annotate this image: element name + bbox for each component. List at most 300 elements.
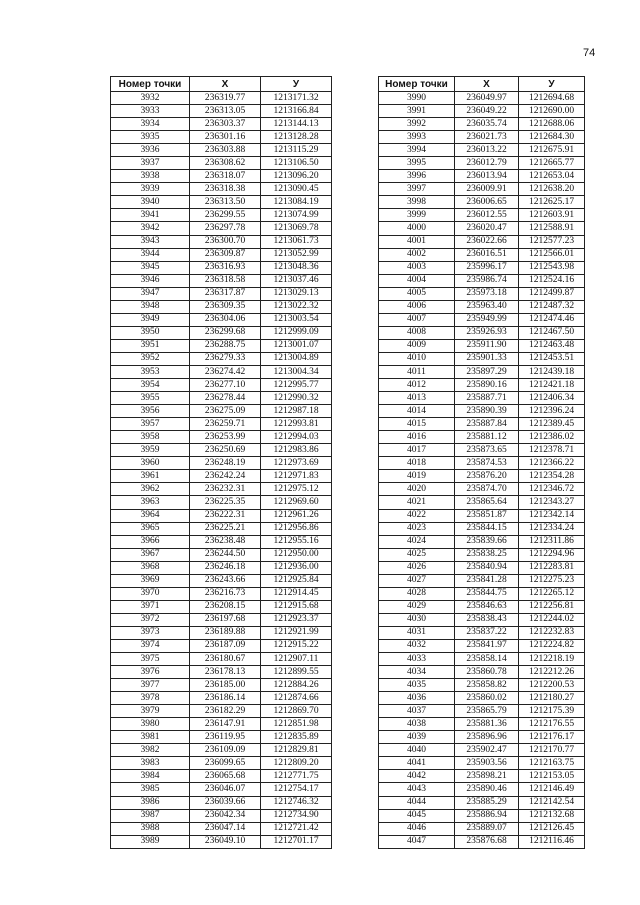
cell-y: 1212990.32 — [261, 392, 332, 405]
cell-y: 1212163.75 — [519, 757, 585, 770]
cell-y: 1213004.34 — [261, 365, 332, 378]
cell-point-number: 3944 — [111, 248, 190, 261]
cell-y: 1212343.27 — [519, 496, 585, 509]
cell-point-number: 4035 — [379, 679, 455, 692]
cell-y: 1213096.20 — [261, 170, 332, 183]
cell-x: 236035.74 — [455, 118, 519, 131]
table-row — [379, 587, 585, 600]
table-row — [379, 326, 585, 339]
cell-y: 1212224.82 — [519, 639, 585, 652]
table-row — [111, 470, 332, 483]
table-row — [379, 548, 585, 561]
cell-x: 235841.28 — [455, 574, 519, 587]
cell-point-number: 3995 — [379, 157, 455, 170]
table-row — [111, 548, 332, 561]
cell-y: 1212212.26 — [519, 666, 585, 679]
cell-point-number: 4005 — [379, 287, 455, 300]
table-row — [111, 183, 332, 196]
cell-point-number: 4033 — [379, 653, 455, 666]
table-row — [111, 783, 332, 796]
cell-x: 235841.97 — [455, 639, 519, 652]
cell-point-number: 3960 — [111, 457, 190, 470]
table-row — [379, 183, 585, 196]
cell-y: 1212439.18 — [519, 365, 585, 378]
header-x: X — [190, 77, 261, 92]
cell-point-number: 3935 — [111, 131, 190, 144]
cell-x: 236012.79 — [455, 157, 519, 170]
cell-x: 236303.37 — [190, 118, 261, 131]
cell-x: 236304.06 — [190, 313, 261, 326]
cell-x: 236244.50 — [190, 548, 261, 561]
cell-x: 236180.67 — [190, 653, 261, 666]
cell-y: 1212734.90 — [261, 809, 332, 822]
cell-y: 1212153.05 — [519, 770, 585, 783]
table-row — [379, 809, 585, 822]
table-row — [379, 600, 585, 613]
cell-y: 1212524.16 — [519, 274, 585, 287]
cell-x: 236185.00 — [190, 679, 261, 692]
cell-y: 1213144.13 — [261, 118, 332, 131]
cell-point-number: 4036 — [379, 692, 455, 705]
table-row — [379, 692, 585, 705]
cell-x: 236047.14 — [190, 822, 261, 835]
cell-point-number: 3958 — [111, 431, 190, 444]
cell-point-number: 4014 — [379, 405, 455, 418]
cell-y: 1213074.99 — [261, 209, 332, 222]
cell-point-number: 3968 — [111, 561, 190, 574]
cell-x: 235911.90 — [455, 339, 519, 352]
cell-point-number: 4045 — [379, 809, 455, 822]
cell-point-number: 4007 — [379, 313, 455, 326]
cell-point-number: 4043 — [379, 783, 455, 796]
table-row — [111, 653, 332, 666]
cell-x: 236197.68 — [190, 613, 261, 626]
cell-x: 236109.09 — [190, 744, 261, 757]
table-row — [379, 144, 585, 157]
table-row — [379, 535, 585, 548]
cell-x: 236065.68 — [190, 770, 261, 783]
cell-point-number: 4038 — [379, 718, 455, 731]
cell-x: 236299.68 — [190, 326, 261, 339]
cell-x: 236016.51 — [455, 248, 519, 261]
cell-x: 236046.07 — [190, 783, 261, 796]
cell-point-number: 3959 — [111, 444, 190, 457]
cell-y: 1212354.28 — [519, 470, 585, 483]
cell-x: 236253.99 — [190, 431, 261, 444]
cell-y: 1212176.55 — [519, 718, 585, 731]
cell-x: 236208.15 — [190, 600, 261, 613]
table-row — [379, 274, 585, 287]
cell-y: 1213090.45 — [261, 183, 332, 196]
cell-x: 236049.22 — [455, 105, 519, 118]
cell-x: 236309.87 — [190, 248, 261, 261]
cell-y: 1212993.81 — [261, 418, 332, 431]
cell-x: 236006.65 — [455, 196, 519, 209]
table-row — [379, 483, 585, 496]
cell-x: 235886.94 — [455, 809, 519, 822]
table-row — [111, 705, 332, 718]
table-row — [111, 692, 332, 705]
cell-x: 235851.87 — [455, 509, 519, 522]
cell-y: 1212835.89 — [261, 731, 332, 744]
cell-x: 235874.53 — [455, 457, 519, 470]
cell-y: 1213171.32 — [261, 92, 332, 105]
cell-x: 236012.55 — [455, 209, 519, 222]
table-row — [379, 379, 585, 392]
table-row — [111, 835, 332, 848]
cell-x: 236279.33 — [190, 352, 261, 365]
cell-y: 1212983.86 — [261, 444, 332, 457]
table-row — [379, 209, 585, 222]
cell-y: 1213115.29 — [261, 144, 332, 157]
cell-point-number: 3957 — [111, 418, 190, 431]
table-row — [379, 92, 585, 105]
cell-point-number: 3986 — [111, 796, 190, 809]
cell-x: 236216.73 — [190, 587, 261, 600]
cell-y: 1212146.49 — [519, 783, 585, 796]
cell-x: 235838.43 — [455, 613, 519, 626]
cell-x: 235986.74 — [455, 274, 519, 287]
cell-y: 1212389.45 — [519, 418, 585, 431]
header-point-number: Номер точки — [111, 77, 190, 92]
table-row — [379, 392, 585, 405]
cell-y: 1212915.22 — [261, 639, 332, 652]
cell-x: 236222.31 — [190, 509, 261, 522]
cell-y: 1212386.02 — [519, 431, 585, 444]
cell-x: 235844.15 — [455, 522, 519, 535]
table-header-row — [111, 77, 332, 92]
cell-point-number: 4039 — [379, 731, 455, 744]
table-row — [379, 339, 585, 352]
cell-x: 235858.82 — [455, 679, 519, 692]
cell-point-number: 3983 — [111, 757, 190, 770]
cell-point-number: 4041 — [379, 757, 455, 770]
table-row — [379, 235, 585, 248]
cell-x: 235890.46 — [455, 783, 519, 796]
table-row — [379, 405, 585, 418]
cell-point-number: 3948 — [111, 300, 190, 313]
table-row — [111, 457, 332, 470]
cell-y: 1212971.83 — [261, 470, 332, 483]
cell-y: 1212665.77 — [519, 157, 585, 170]
table-row — [379, 418, 585, 431]
cell-x: 235838.25 — [455, 548, 519, 561]
table-row — [111, 666, 332, 679]
cell-y: 1212366.22 — [519, 457, 585, 470]
cell-x: 236147.91 — [190, 718, 261, 731]
table-row — [379, 287, 585, 300]
cell-point-number: 3946 — [111, 274, 190, 287]
cell-y: 1212474.46 — [519, 313, 585, 326]
header-point-number: Номер точки — [379, 77, 455, 92]
cell-point-number: 3964 — [111, 509, 190, 522]
cell-y: 1212294.96 — [519, 548, 585, 561]
cell-y: 1212346.72 — [519, 483, 585, 496]
cell-y: 1212116.46 — [519, 835, 585, 848]
table-row — [111, 509, 332, 522]
cell-y: 1212914.45 — [261, 587, 332, 600]
cell-point-number: 4012 — [379, 379, 455, 392]
cell-point-number: 3937 — [111, 157, 190, 170]
cell-x: 236187.09 — [190, 639, 261, 652]
cell-y: 1212577.23 — [519, 235, 585, 248]
cell-y: 1213084.19 — [261, 196, 332, 209]
cell-point-number: 3956 — [111, 405, 190, 418]
cell-point-number: 4020 — [379, 483, 455, 496]
cell-y: 1213048.36 — [261, 261, 332, 274]
cell-point-number: 4019 — [379, 470, 455, 483]
cell-point-number: 3949 — [111, 313, 190, 326]
cell-point-number: 4015 — [379, 418, 455, 431]
cell-x: 235973.18 — [455, 287, 519, 300]
cell-point-number: 4030 — [379, 613, 455, 626]
cell-y: 1212746.32 — [261, 796, 332, 809]
cell-point-number: 3977 — [111, 679, 190, 692]
cell-x: 236042.34 — [190, 809, 261, 822]
cell-y: 1212771.75 — [261, 770, 332, 783]
table-row — [379, 796, 585, 809]
table-row — [379, 131, 585, 144]
cell-point-number: 3978 — [111, 692, 190, 705]
cell-x: 235874.70 — [455, 483, 519, 496]
cell-y: 1212869.70 — [261, 705, 332, 718]
cell-y: 1212176.17 — [519, 731, 585, 744]
cell-y: 1212487.32 — [519, 300, 585, 313]
table-row — [379, 653, 585, 666]
cell-point-number: 3938 — [111, 170, 190, 183]
table-row — [111, 261, 332, 274]
cell-x: 235926.93 — [455, 326, 519, 339]
cell-y: 1212543.98 — [519, 261, 585, 274]
table-row — [111, 144, 332, 157]
cell-point-number: 3963 — [111, 496, 190, 509]
cell-x: 236232.31 — [190, 483, 261, 496]
cell-y: 1212175.39 — [519, 705, 585, 718]
cell-y: 1212275.23 — [519, 574, 585, 587]
table-row — [111, 718, 332, 731]
table-row — [111, 313, 332, 326]
table-row — [111, 561, 332, 574]
cell-y: 1212342.14 — [519, 509, 585, 522]
cell-point-number: 3967 — [111, 548, 190, 561]
cell-point-number: 3994 — [379, 144, 455, 157]
table-row — [111, 522, 332, 535]
cell-y: 1212950.00 — [261, 548, 332, 561]
cell-x: 235873.65 — [455, 444, 519, 457]
cell-point-number: 3934 — [111, 118, 190, 131]
cell-y: 1212638.20 — [519, 183, 585, 196]
table-row — [379, 444, 585, 457]
cell-x: 236099.65 — [190, 757, 261, 770]
cell-x: 236039.66 — [190, 796, 261, 809]
table-row — [379, 679, 585, 692]
cell-x: 236317.87 — [190, 287, 261, 300]
table-row — [379, 457, 585, 470]
cell-x: 235897.29 — [455, 365, 519, 378]
cell-y: 1212334.24 — [519, 522, 585, 535]
cell-x: 235865.64 — [455, 496, 519, 509]
cell-point-number: 4031 — [379, 626, 455, 639]
table-row — [111, 326, 332, 339]
cell-x: 236308.62 — [190, 157, 261, 170]
cell-y: 1212721.42 — [261, 822, 332, 835]
cell-x: 236225.21 — [190, 522, 261, 535]
cell-point-number: 4017 — [379, 444, 455, 457]
cell-point-number: 3942 — [111, 222, 190, 235]
cell-point-number: 4008 — [379, 326, 455, 339]
table-row — [111, 131, 332, 144]
cell-point-number: 3974 — [111, 639, 190, 652]
cell-point-number: 3993 — [379, 131, 455, 144]
cell-point-number: 3979 — [111, 705, 190, 718]
cell-x: 236297.78 — [190, 222, 261, 235]
cell-x: 235858.14 — [455, 653, 519, 666]
table-row — [379, 496, 585, 509]
cell-y: 1212396.24 — [519, 405, 585, 418]
cell-point-number: 4040 — [379, 744, 455, 757]
cell-x: 235881.36 — [455, 718, 519, 731]
cell-point-number: 3970 — [111, 587, 190, 600]
cell-y: 1213004.89 — [261, 352, 332, 365]
cell-x: 235839.66 — [455, 535, 519, 548]
cell-y: 1212170.77 — [519, 744, 585, 757]
table-row — [379, 300, 585, 313]
cell-x: 236119.95 — [190, 731, 261, 744]
cell-point-number: 3953 — [111, 365, 190, 378]
table-row — [379, 613, 585, 626]
cell-y: 1212244.02 — [519, 613, 585, 626]
table-row — [379, 626, 585, 639]
table-row — [111, 379, 332, 392]
cell-point-number: 3971 — [111, 600, 190, 613]
table-row — [379, 261, 585, 274]
cell-point-number: 4037 — [379, 705, 455, 718]
table-row — [379, 822, 585, 835]
table-row — [379, 105, 585, 118]
cell-y: 1212874.66 — [261, 692, 332, 705]
cell-point-number: 4046 — [379, 822, 455, 835]
cell-point-number: 3984 — [111, 770, 190, 783]
table-row — [111, 196, 332, 209]
table-row — [111, 170, 332, 183]
cell-y: 1212907.11 — [261, 653, 332, 666]
table-row — [379, 222, 585, 235]
cell-x: 236318.58 — [190, 274, 261, 287]
table-row — [111, 587, 332, 600]
cell-y: 1213166.84 — [261, 105, 332, 118]
cell-point-number: 3936 — [111, 144, 190, 157]
cell-y: 1212453.51 — [519, 352, 585, 365]
cell-x: 235860.78 — [455, 666, 519, 679]
cell-point-number: 4023 — [379, 522, 455, 535]
cell-y: 1212921.99 — [261, 626, 332, 639]
cell-y: 1213128.28 — [261, 131, 332, 144]
table-row — [379, 170, 585, 183]
cell-y: 1212899.55 — [261, 666, 332, 679]
table-row — [111, 822, 332, 835]
cell-point-number: 3981 — [111, 731, 190, 744]
table-row — [111, 613, 332, 626]
table-row — [111, 796, 332, 809]
table-row — [379, 352, 585, 365]
cell-point-number: 4047 — [379, 835, 455, 848]
cell-x: 236318.07 — [190, 170, 261, 183]
cell-y: 1212809.20 — [261, 757, 332, 770]
cell-x: 236299.55 — [190, 209, 261, 222]
cell-y: 1212999.09 — [261, 326, 332, 339]
cell-y: 1212126.45 — [519, 822, 585, 835]
cell-x: 236250.69 — [190, 444, 261, 457]
cell-y: 1213029.13 — [261, 287, 332, 300]
cell-point-number: 3973 — [111, 626, 190, 639]
cell-point-number: 4003 — [379, 261, 455, 274]
cell-point-number: 3939 — [111, 183, 190, 196]
table-row — [111, 274, 332, 287]
table-row — [379, 705, 585, 718]
cell-y: 1212701.17 — [261, 835, 332, 848]
cell-y: 1212463.48 — [519, 339, 585, 352]
cell-point-number: 3987 — [111, 809, 190, 822]
table-row — [111, 287, 332, 300]
cell-y: 1213061.73 — [261, 235, 332, 248]
table-row — [111, 405, 332, 418]
table-row — [379, 757, 585, 770]
cell-y: 1212625.17 — [519, 196, 585, 209]
cell-y: 1212311.86 — [519, 535, 585, 548]
cell-y: 1212232.83 — [519, 626, 585, 639]
cell-point-number: 3998 — [379, 196, 455, 209]
cell-point-number: 4029 — [379, 600, 455, 613]
cell-point-number: 4013 — [379, 392, 455, 405]
cell-x: 236275.09 — [190, 405, 261, 418]
cell-x: 236009.91 — [455, 183, 519, 196]
cell-y: 1212603.91 — [519, 209, 585, 222]
cell-x: 236013.22 — [455, 144, 519, 157]
cell-point-number: 4034 — [379, 666, 455, 679]
cell-y: 1212987.18 — [261, 405, 332, 418]
cell-point-number: 3991 — [379, 105, 455, 118]
cell-x: 235887.84 — [455, 418, 519, 431]
cell-point-number: 3999 — [379, 209, 455, 222]
coordinates-table-left — [110, 76, 332, 849]
cell-y: 1212200.53 — [519, 679, 585, 692]
cell-y: 1212956.86 — [261, 522, 332, 535]
table-row — [379, 639, 585, 652]
cell-point-number: 3952 — [111, 352, 190, 365]
cell-y: 1212142.54 — [519, 796, 585, 809]
cell-x: 235903.56 — [455, 757, 519, 770]
cell-x: 235885.29 — [455, 796, 519, 809]
cell-x: 236259.71 — [190, 418, 261, 431]
cell-x: 236288.75 — [190, 339, 261, 352]
cell-point-number: 3961 — [111, 470, 190, 483]
cell-point-number: 4018 — [379, 457, 455, 470]
cell-y: 1213106.50 — [261, 157, 332, 170]
cell-point-number: 3982 — [111, 744, 190, 757]
cell-y: 1212975.12 — [261, 483, 332, 496]
cell-x: 235996.17 — [455, 261, 519, 274]
cell-y: 1212973.69 — [261, 457, 332, 470]
table-row — [111, 352, 332, 365]
cell-point-number: 4010 — [379, 352, 455, 365]
table-row — [111, 639, 332, 652]
cell-x: 235876.68 — [455, 835, 519, 848]
table-row — [379, 509, 585, 522]
cell-point-number: 3980 — [111, 718, 190, 731]
cell-y: 1212180.27 — [519, 692, 585, 705]
header-y: У — [261, 77, 332, 92]
cell-x: 235860.02 — [455, 692, 519, 705]
